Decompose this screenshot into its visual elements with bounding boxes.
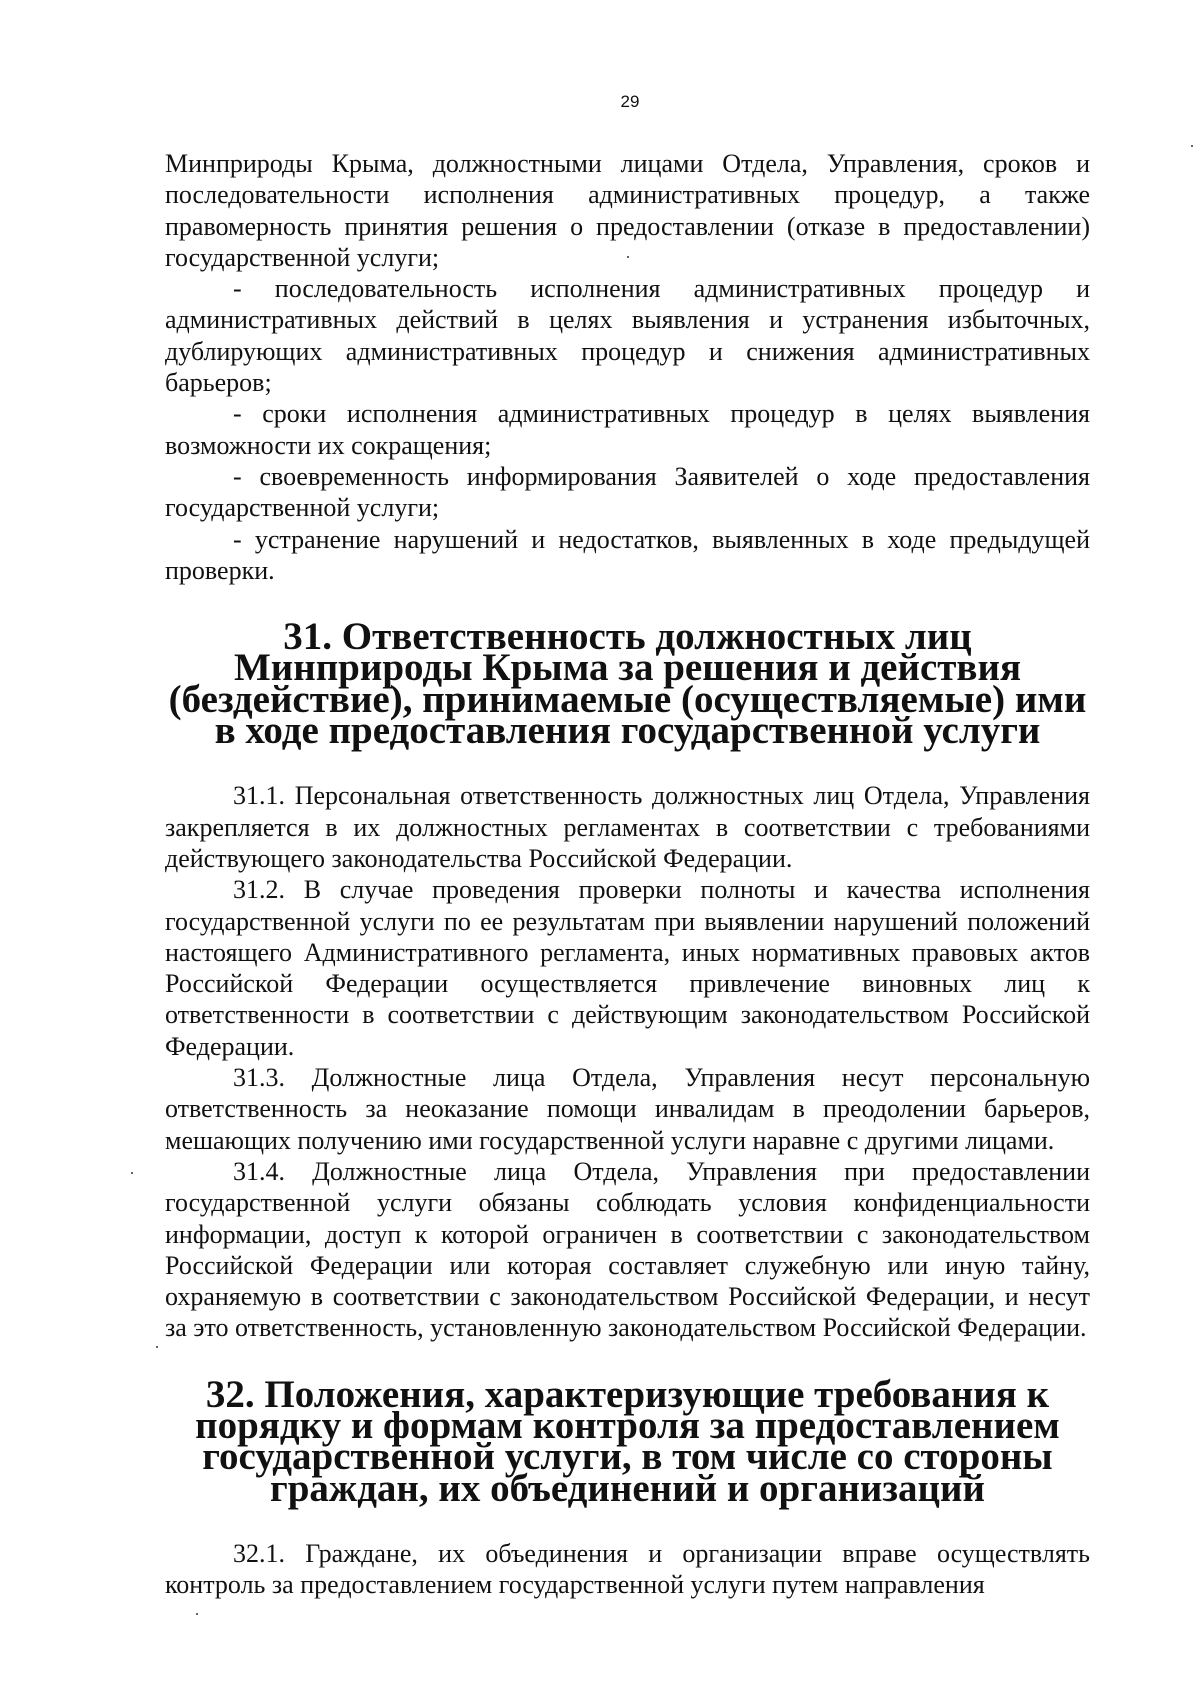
- scan-speck: [156, 1346, 158, 1348]
- scan-speck: [196, 1613, 198, 1615]
- scan-speck: [131, 1172, 133, 1174]
- section-heading-31: 31. Ответственность должностных лиц Минприроды Крыма за решения и действия (бездействие), принимаемые (осуществляемые) ими в ходе предоставления государственной услуги: [168, 615, 1087, 753]
- list-item: - своевременность информирования Заявителей о ходе предоставления государственной услуги;: [165, 461, 1090, 523]
- paragraph-31-3: 31.3. Должностные лица Отдела, Управления несут персональную ответственность за неоказание помощи инвалидам в преодолении барьеров, мешающих получению ими государственной услуги наравне с другими лицами.: [165, 1063, 1090, 1155]
- page-number: 29: [620, 92, 640, 111]
- list-item: - устранение нарушений и недостатков, выявленных в ходе предыдущей проверки.: [165, 524, 1090, 585]
- paragraph-31-2: 31.2. В случае проведения проверки полноты и качества исполнения государственной услуги по ее результатам при выявлении нарушений положений настоящего Административного регламента, иных нормативных правовых актов Российской Федерации осуществляется привлечение виновных лиц к ответственности в соответствии с действующим законодательством Российской Федерации.: [165, 875, 1090, 1061]
- document-body: [165, 148, 1090, 1600]
- paragraph-32-1: 32.1. Граждане, их объединения и организации вправе осуществлять контроль за предоставлением государственной услуги путем направления: [165, 1538, 1090, 1600]
- paragraph: Минприроды Крыма, должностными лицами Отдела, Управления, сроков и последовательности исполнения административных процедур, а также правомерность принятия решения о предоставлении (отказе в предоставлении) государственной услуги;: [165, 149, 1090, 272]
- list-item: - последовательность исполнения административных процедур и административных действий в целях выявления и устранения избыточных, дублирующих административных процедур и снижения административных барьеров;: [165, 274, 1090, 398]
- list-item: - сроки исполнения административных процедур в целях выявления возможности их сокращения;: [165, 399, 1090, 460]
- paragraph-31-1: 31.1. Персональная ответственность должностных лиц Отдела, Управления закрепляется в их должностных регламентах в соответствии с требованиями действующего законодательства Российской Федерации.: [165, 781, 1090, 873]
- scan-speck: [1191, 145, 1193, 147]
- paragraph-31-4: 31.4. Должностные лица Отдела, Управления при предоставлении государственной услуги обязаны соблюдать условия конфиденциальности информации, доступ к которой ограничен в соответствии с законодательством Российской Федерации или которая составляет служебную или иную тайну, охраняемую в соответствии с законодательством Российской Федерации, и несут за это ответственность, установленную законодательством Российской Федерации.: [165, 1156, 1090, 1343]
- scan-speck: [627, 256, 629, 258]
- section-heading-32: 32. Положения, характеризующие требования к порядку и формам контроля за предоставлением государственной услуги, в том числе со стороны граждан, их объединений и организаций: [195, 1372, 1060, 1510]
